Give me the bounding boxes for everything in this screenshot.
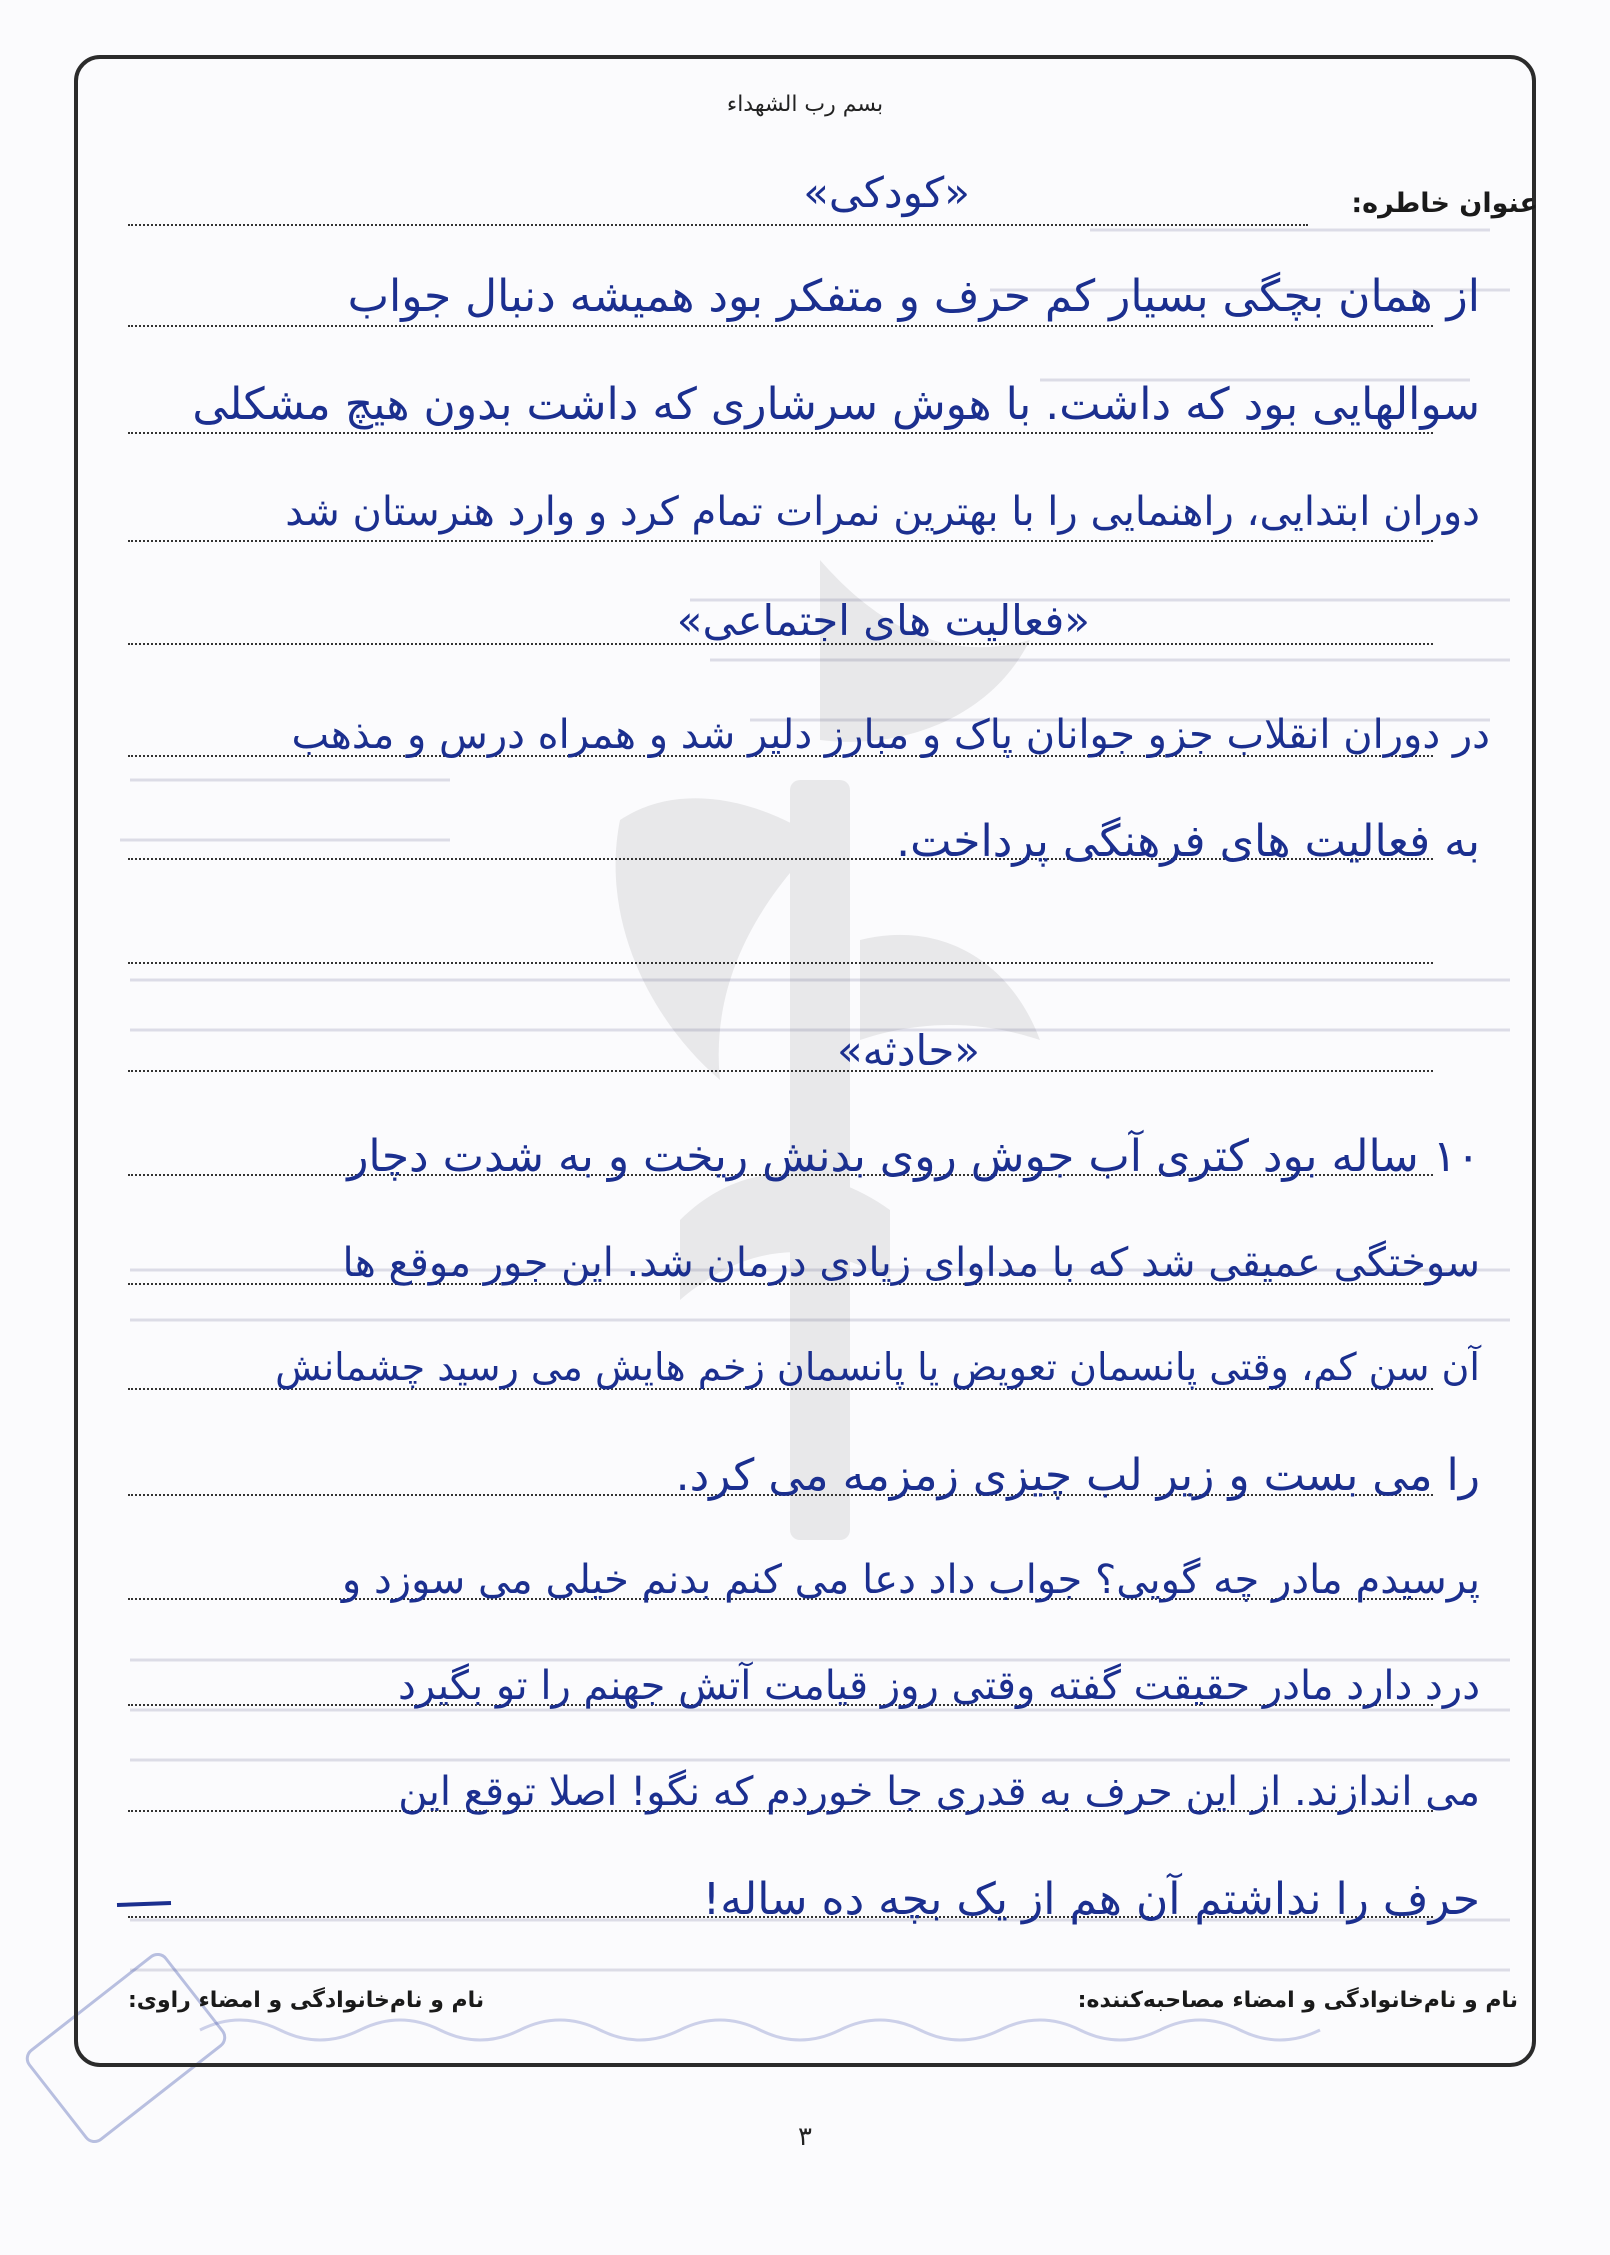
ruled-line (128, 224, 1308, 226)
pen-stroke-mark (115, 1895, 175, 1915)
ruled-line (128, 540, 1433, 542)
form-frame (74, 55, 1536, 2067)
narrator-signature-label: نام و نام‌خانوادگی و امضاء راوی: (128, 1988, 485, 2013)
ruled-line (128, 962, 1433, 964)
handwritten-line: را می بست و زیر لب چیزی زمزمه می کرد. (675, 1450, 1480, 1501)
handwritten-line: سوالهایی بود که داشت. با هوش سرشاری که داشت بدون هیچ مشکلی (192, 379, 1480, 430)
handwritten-line: ۱۰ ساله بود کتری آب جوش روی بدنش ریخت و به شدت دچار (347, 1131, 1480, 1182)
ruled-line (128, 325, 1433, 327)
handwritten-line: حرف را نداشتم آن هم از یک بچه ده ساله! (702, 1874, 1480, 1925)
page-header-title: بسم رب الشهداء (726, 92, 884, 117)
ruled-line (128, 432, 1433, 434)
handwritten-line: پرسیدم مادر چه گویی؟ جواب داد دعا می کنم بدنم خیلی می سوزد و (341, 1557, 1480, 1603)
page-number: ۳ (798, 2122, 812, 2152)
handwritten-heading: «کودکی» (803, 168, 970, 217)
handwritten-line: سوختگی عمیقی شد که با مداوای زیادی درمان شد. این جور موقع ها (342, 1240, 1480, 1286)
handwritten-line: آن سن کم، وقتی پانسمان تعویض یا پانسمان زخم هایش می رسید چشمانش (275, 1345, 1480, 1389)
signature-row (128, 1988, 1518, 2013)
memory-title-label: عنوان خاطره: (1351, 188, 1538, 219)
handwritten-line: دوران ابتدایی، راهنمایی را با بهترین نمرات تمام کرد و وارد هنرستان شد (285, 489, 1480, 535)
handwritten-line: درد دارد مادر حقیقت گفته وقتی روز قیامت آتش جهنم را تو بگیرد (397, 1663, 1480, 1709)
handwritten-line: در دوران انقلاب جزو جوانان پاک و مبارز دلیر شد و همراه درس و مذهب (291, 712, 1490, 758)
ruled-line (128, 1070, 1433, 1072)
handwritten-line: به فعالیت های فرهنگی پرداخت. (896, 816, 1480, 867)
handwritten-line: از همان بچگی بسیار کم حرف و متفکر بود همیشه دنبال جواب (347, 271, 1480, 322)
handwritten-heading: «فعالیت های اجتماعی» (676, 596, 1090, 645)
interviewer-signature-label: نام و نام‌خانوادگی و امضاء مصاحبه‌کننده: (1077, 1988, 1518, 2013)
handwritten-line: می اندازند. از این حرف به قدری جا خوردم که نگو! اصلا توقع این (398, 1769, 1480, 1815)
handwritten-heading: «حادثه» (836, 1026, 980, 1075)
